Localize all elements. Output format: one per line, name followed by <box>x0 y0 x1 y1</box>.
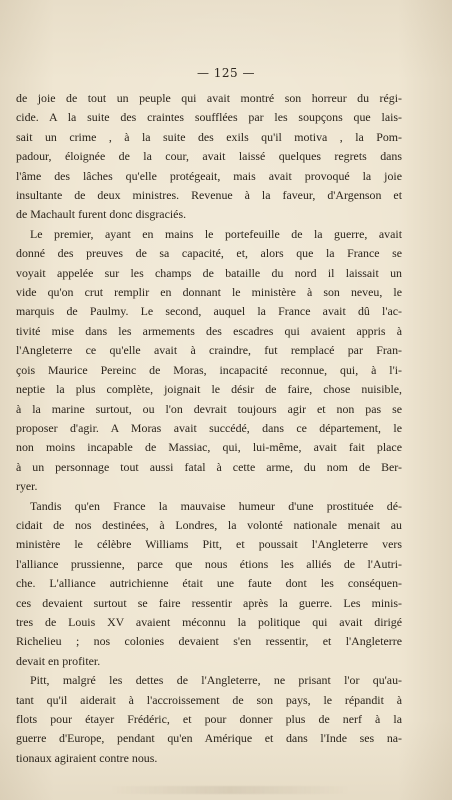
text-line-35: tionaux agiraient contre nous. <box>16 750 158 765</box>
text-line-25: l'alliance prussienne, parce que nous étions les alliés de l'Autri- <box>16 556 402 571</box>
text-line-2: cide. A la suite des craintes soufflées par les soupçons que lais- <box>16 110 402 125</box>
text-line-15: çois Maurice Pereinc de Moras, incapacité reconnue, qui, à l'i- <box>16 362 402 377</box>
text-line-10: voyait appelée sur les champs de bataille du nord il laissait un <box>16 265 402 280</box>
bleed-through-shadow <box>110 786 350 794</box>
text-line-20: à un personnage tout aussi fatal à cette arme, du nom de Ber- <box>16 459 402 474</box>
page-number: — 125 — <box>196 66 256 80</box>
text-line-33: flots pour étayer Frédéric, et pour donner plus de nerf à la <box>16 712 402 726</box>
text-line-14: l'Angleterre ce qu'elle avait à craindre, fut remplacé par Fran- <box>16 343 402 358</box>
text-line-8: Le premier, ayant en mains le portefeuille de la guerre, avait <box>30 226 402 241</box>
text-line-16: neptie la plus complète, joignait le désir de faire, chose nuisible, <box>16 382 402 397</box>
text-line-32: tant qu'il aiderait à l'accroissement de son pays, le répandit à <box>16 692 402 707</box>
text-line-7: de Machault furent donc disgraciés. <box>16 207 187 222</box>
text-line-11: vide qu'on crut remplir en donnant le ministère à son neveu, le <box>16 285 402 300</box>
text-line-24: ministère le célèbre Williams Pitt, et poussait l'Angleterre vers <box>16 537 402 552</box>
text-line-31: Pitt, malgré les dettes de l'Angleterre, ne prisant l'or qu'au- <box>30 673 402 688</box>
text-line-13: tivité mise dans les armements des escadres qui avaient appris à <box>16 323 402 338</box>
text-line-30: devait en profiter. <box>16 653 101 668</box>
text-line-4: padour, éloignée de la cour, avait laissé quelques regrets dans <box>16 149 402 164</box>
text-line-18: proposer d'agir. A Moras avait succédé, dans ce département, le <box>16 420 402 435</box>
body-text <box>16 89 402 768</box>
text-line-3: sait un crime , à la suite des exils qu'il motiva , la Pom- <box>16 129 402 144</box>
text-line-22: Tandis qu'en France la mauvaise humeur d'une prostituée dé- <box>30 498 402 513</box>
text-line-17: à la marine surtout, ou l'on devrait toujours agir et non pas se <box>16 401 402 416</box>
text-line-19: non moins incapable de Massiac, qui, lui-même, avait fait place <box>16 440 402 455</box>
text-line-9: donné des preuves de sa capacité, et, alors que la France se <box>16 246 402 261</box>
text-line-21: ryer. <box>16 479 38 494</box>
text-line-28: tres de Louis XV avaient méconnu la politique qui avait dirigé <box>16 614 402 629</box>
text-line-6: insultante de deux ministres. Revenue à la faveur, d'Argenson et <box>16 188 402 203</box>
text-line-5: l'âme des lâches qu'elle protégeait, mais avait provoqué la joie <box>16 168 402 183</box>
text-line-29: Richelieu ; nos colonies devaient s'en ressentir, et l'Angleterre <box>16 634 402 649</box>
text-line-34: guerre d'Europe, pendant qu'en Amérique et dans l'Inde ses na- <box>16 731 402 746</box>
text-line-26: che. L'alliance autrichienne était une faute dont les conséquen- <box>16 576 402 591</box>
text-line-12: marquis de Paulmy. Le second, auquel la France avait dû l'ac- <box>16 304 402 319</box>
text-line-1: de joie de tout un peuple qui avait montré son horreur du régi- <box>16 91 402 105</box>
text-line-27: ces devaient surtout se faire ressentir après la guerre. Les minis- <box>16 595 402 610</box>
text-line-23: cidait de nos destinées, à Londres, la volonté nationale menait au <box>16 517 402 532</box>
